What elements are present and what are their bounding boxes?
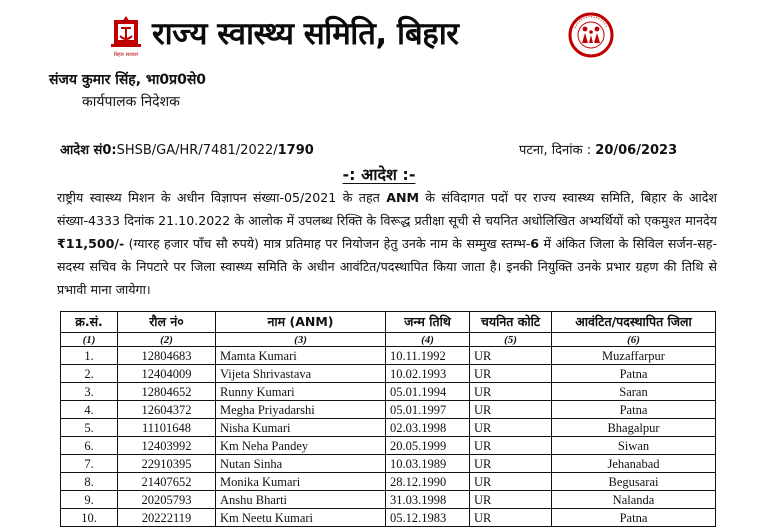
order-heading xyxy=(0,163,758,185)
column-number-row xyxy=(61,333,716,347)
dob-cell: 20.05.1999 xyxy=(386,437,470,455)
dob-cell: 05.01.1997 xyxy=(386,401,470,419)
serial-cell: 9. xyxy=(61,491,118,509)
order-number-suffix: 1790 xyxy=(277,143,314,158)
category-cell: UR xyxy=(470,437,552,455)
table-header-row xyxy=(61,312,716,333)
candidate-name-cell: Km Neetu Kumari xyxy=(216,509,386,527)
order-heading-text: -: आदेश :- xyxy=(342,165,416,184)
paragraph-text-3: (ग्यारह हजार पाँच सौ रुपये) मात्र प्रतिमाह पर नियोजन हेतु उनके नाम के सम्मुख स्तम्भ- xyxy=(124,236,531,251)
candidate-name-cell: Vijeta Shrivastava xyxy=(216,365,386,383)
district-cell: Saran xyxy=(552,383,716,401)
table-row xyxy=(61,401,716,419)
candidate-name-cell: Monika Kumari xyxy=(216,473,386,491)
table-row xyxy=(61,365,716,383)
dob-cell: 28.12.1990 xyxy=(386,473,470,491)
header-dob: जन्म तिथि xyxy=(386,312,470,333)
district-cell: Patna xyxy=(552,509,716,527)
roll-no-cell: 20205793 xyxy=(118,491,216,509)
district-cell: Nalanda xyxy=(552,491,716,509)
header-roll-no: रौल नं० xyxy=(118,312,216,333)
dob-cell: 05.01.1994 xyxy=(386,383,470,401)
table-row xyxy=(61,455,716,473)
emblem-caption: बिहार सरकार xyxy=(113,52,139,58)
dob-cell: 10.11.1992 xyxy=(386,347,470,365)
candidate-name-cell: Km Neha Pandey xyxy=(216,437,386,455)
table-row xyxy=(61,491,716,509)
header-name: नाम (ANM) xyxy=(216,312,386,333)
roll-no-cell: 12604372 xyxy=(118,401,216,419)
category-cell: UR xyxy=(470,401,552,419)
order-number-value: SHSB/GA/HR/7481/2022/ xyxy=(116,143,278,158)
roll-no-cell: 12404009 xyxy=(118,365,216,383)
dob-cell: 02.03.1998 xyxy=(386,419,470,437)
column-number: (1) xyxy=(61,333,118,347)
letterhead xyxy=(0,0,758,70)
roll-no-cell: 12804683 xyxy=(118,347,216,365)
officer-name: संजय कुमार सिंह, भा0प्र0से0 xyxy=(49,72,207,88)
serial-cell: 2. xyxy=(61,365,118,383)
paragraph-text-2: के संविदागत पदों पर राज्य स्वास्थ्य समिति, बिहार के आदेश संख्या-4333 दिनांक 21.10.2022 के आलोक में उपलब्ध रिक्ति के विरूद्ध प्रतीक्षा सूची से चयनित अधोलिखित अभ्यर्थियों को एकमुश्त मानदेय xyxy=(57,190,717,228)
roll-no-cell: 21407652 xyxy=(118,473,216,491)
serial-cell: 10. xyxy=(61,509,118,527)
district-cell: Muzaffarpur xyxy=(552,347,716,365)
selection-table xyxy=(60,311,716,527)
dob-cell: 10.02.1993 xyxy=(386,365,470,383)
district-cell: Patna xyxy=(552,401,716,419)
candidate-name-cell: Anshu Bharti xyxy=(216,491,386,509)
table-row xyxy=(61,437,716,455)
column-number: (4) xyxy=(386,333,470,347)
order-number-label: आदेश सं0: xyxy=(60,143,117,158)
table-body xyxy=(61,347,716,527)
category-cell: UR xyxy=(470,509,552,527)
roll-no-cell: 11101648 xyxy=(118,419,216,437)
category-cell: UR xyxy=(470,455,552,473)
column-number: (5) xyxy=(470,333,552,347)
table-row xyxy=(61,383,716,401)
paragraph-amount: ₹11,500/- xyxy=(57,236,125,251)
bihar-emblem-icon xyxy=(105,12,147,58)
candidate-name-cell: Megha Priyadarshi xyxy=(216,401,386,419)
category-cell: UR xyxy=(470,347,552,365)
place-date-label: पटना, दिनांक : xyxy=(519,143,592,158)
dob-cell: 05.12.1983 xyxy=(386,509,470,527)
dob-cell: 31.03.1998 xyxy=(386,491,470,509)
place-date xyxy=(519,140,677,158)
order-number xyxy=(60,140,314,158)
serial-cell: 4. xyxy=(61,401,118,419)
candidate-name-cell: Mamta Kumari xyxy=(216,347,386,365)
roll-no-cell: 12804652 xyxy=(118,383,216,401)
dob-cell: 10.03.1989 xyxy=(386,455,470,473)
candidate-name-cell: Nisha Kumari xyxy=(216,419,386,437)
page-title: राज्य स्वास्थ्य समिति, बिहार xyxy=(152,16,459,52)
district-cell: Siwan xyxy=(552,437,716,455)
category-cell: UR xyxy=(470,473,552,491)
category-cell: UR xyxy=(470,383,552,401)
order-paragraph xyxy=(57,186,717,301)
category-cell: UR xyxy=(470,491,552,509)
roll-no-cell: 12403992 xyxy=(118,437,216,455)
district-cell: Patna xyxy=(552,365,716,383)
district-cell: Jehanabad xyxy=(552,455,716,473)
paragraph-post-name: ANM xyxy=(386,190,420,205)
column-number: (3) xyxy=(216,333,386,347)
serial-cell: 7. xyxy=(61,455,118,473)
table-row xyxy=(61,347,716,365)
column-number: (2) xyxy=(118,333,216,347)
category-cell: UR xyxy=(470,365,552,383)
header-district: आवंटित/पदस्थापित जिला xyxy=(552,312,716,333)
table-row xyxy=(61,419,716,437)
header-serial: क्र.सं. xyxy=(61,312,118,333)
serial-cell: 8. xyxy=(61,473,118,491)
national-health-mission-icon xyxy=(568,12,614,58)
table-row xyxy=(61,473,716,491)
category-cell: UR xyxy=(470,419,552,437)
roll-no-cell: 22910395 xyxy=(118,455,216,473)
serial-cell: 6. xyxy=(61,437,118,455)
paragraph-text-4: में अंकित जिला के सिविल सर्जन-सह-सदस्य सचिव के निपटारे पर जिला स्वास्थ्य समिति के अधीन आवंटित/पदस्थापित किया जाता है। इनकी नियुक्ति उनके प्रभार ग्रहण की तिथि से प्रभावी माना जायेगा। xyxy=(57,236,717,297)
serial-cell: 3. xyxy=(61,383,118,401)
candidate-name-cell: Runny Kumari xyxy=(216,383,386,401)
candidate-name-cell: Nutan Sinha xyxy=(216,455,386,473)
officer-designation: कार्यपालक निदेशक xyxy=(82,94,180,110)
roll-no-cell: 20222119 xyxy=(118,509,216,527)
table-row xyxy=(61,509,716,527)
paragraph-text-1: राष्ट्रीय स्वास्थ्य मिशन के अधीन विज्ञापन संख्या-05/2021 के तहत xyxy=(57,190,387,205)
order-date: 20/06/2023 xyxy=(595,143,678,158)
district-cell: Begusarai xyxy=(552,473,716,491)
paragraph-column-ref: 6 xyxy=(530,236,540,251)
column-number: (6) xyxy=(552,333,716,347)
district-cell: Bhagalpur xyxy=(552,419,716,437)
serial-cell: 5. xyxy=(61,419,118,437)
header-category: चयनित कोटि xyxy=(470,312,552,333)
serial-cell: 1. xyxy=(61,347,118,365)
